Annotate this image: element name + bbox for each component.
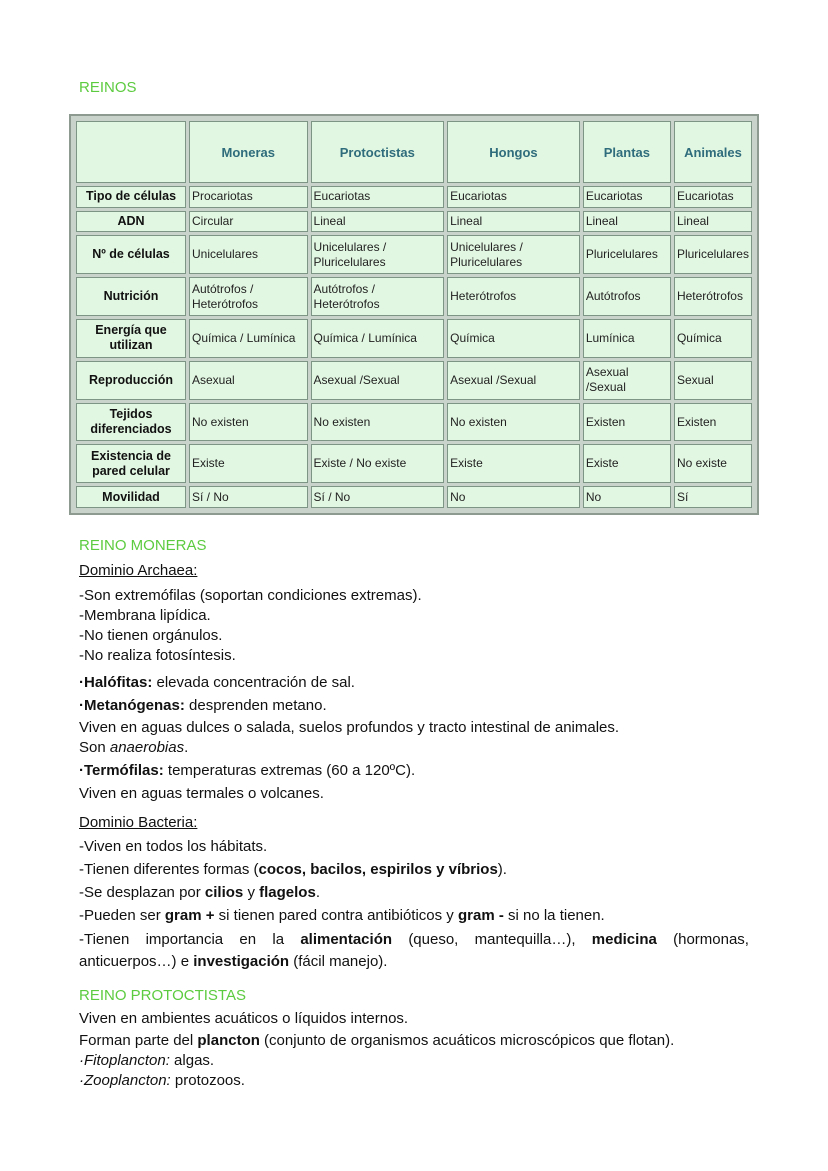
table-row [76, 277, 752, 316]
period: . [184, 739, 189, 756]
table-cell: Asexual [189, 361, 308, 400]
metanogenas-term: ·Metanógenas: [79, 697, 185, 714]
table-cell: Eucariotas [311, 186, 445, 208]
table-cell: Heterótrofos [447, 277, 580, 316]
table-row [76, 211, 752, 233]
table-cell: Existen [583, 403, 671, 442]
table-cell: Circular [189, 211, 308, 233]
table-cell: Procariotas [189, 186, 308, 208]
bacteria-line [79, 860, 749, 880]
row-header: Tejidos diferenciados [76, 403, 186, 442]
archaea-line: -No tienen orgánulos. [79, 627, 223, 644]
column-header: Plantas [583, 121, 671, 183]
archaea-habitat: Viven en aguas dulces o salada, suelos profundos y tracto intestinal de animales. [79, 719, 620, 736]
table-cell: Química / Lumínica [311, 319, 445, 358]
text-run: protozoos. [170, 1072, 245, 1089]
table-cell: No existen [189, 403, 308, 442]
protoctistas-line [79, 1031, 749, 1051]
zooplancton-line [79, 1071, 749, 1091]
archaea-line: -Son extremófilas (soportan condiciones extremas). [79, 587, 422, 604]
kingdoms-table [69, 114, 759, 515]
text-run: algas. [169, 1052, 215, 1069]
table-cell: Sexual [674, 361, 752, 400]
text-run: (fácil manejo). [289, 953, 388, 970]
text-run: si no la tienen. [503, 907, 605, 924]
bacteria-line [79, 883, 749, 903]
table-cell: Química [674, 319, 752, 358]
table-cell: Unicelulares / Pluricelulares [447, 235, 580, 274]
column-header: Protoctistas [311, 121, 445, 183]
table-cell: Lineal [583, 211, 671, 233]
anaerobias-term: anaerobias [109, 739, 185, 756]
table-cell: Lumínica [583, 319, 671, 358]
row-header: Tipo de células [76, 186, 186, 208]
table-cell: No [447, 486, 580, 508]
table-cell: Existe [189, 444, 308, 483]
text-run: -Tienen diferentes formas ( [79, 861, 259, 878]
bold-run: cilios [204, 884, 244, 901]
table-cell: Existe [583, 444, 671, 483]
termofilas-line [79, 761, 749, 781]
bacteria-line [79, 906, 749, 926]
table-row [76, 186, 752, 208]
row-header: ADN [76, 211, 186, 233]
table-cell: Asexual /Sexual [447, 361, 580, 400]
halofitas-term: ·Halófitas: [79, 674, 153, 691]
row-header: Reproducción [76, 361, 186, 400]
table-cell: Existe / No existe [311, 444, 445, 483]
row-header: Movilidad [76, 486, 186, 508]
table-cell: Química / Lumínica [189, 319, 308, 358]
table-cell: No existe [674, 444, 752, 483]
son-text: Son [79, 739, 110, 756]
table-cell: Lineal [674, 211, 752, 233]
bold-run: cocos, bacilos, espirilos y víbrios [258, 861, 498, 878]
bold-run: gram + [164, 907, 215, 924]
italic-run: ·Zooplancton: [79, 1072, 171, 1089]
table-cell: Autótrofos / Heterótrofos [311, 277, 445, 316]
table-cell: Química [447, 319, 580, 358]
bold-run: investigación [193, 953, 290, 970]
column-header: Hongos [447, 121, 580, 183]
text-run: Forman parte del [79, 1032, 198, 1049]
heading-reinos: REINOS [79, 79, 137, 96]
termofilas-term: ·Termófilas: [79, 762, 164, 779]
bacteria-title: Dominio Bacteria: [79, 814, 198, 831]
table-row [76, 235, 752, 274]
table-cell: Autótrofos / Heterótrofos [189, 277, 308, 316]
protoctistas-section [79, 1009, 749, 1091]
italic-run: ·Fitoplancton: [79, 1052, 170, 1069]
row-header: Nutrición [76, 277, 186, 316]
bold-run: flagelos [259, 884, 316, 901]
table-cell: Sí [674, 486, 752, 508]
table-cell: Pluricelulares [583, 235, 671, 274]
text-run: y [243, 884, 260, 901]
table-cell: Lineal [447, 211, 580, 233]
halofitas-line [79, 673, 749, 693]
table-row [76, 403, 752, 442]
bacteria-line: -Viven en todos los hábitats. [79, 838, 268, 855]
column-header: Animales [674, 121, 752, 183]
text-run: -Pueden ser [79, 907, 165, 924]
table-corner-cell [76, 121, 186, 183]
table-cell: Eucariotas [447, 186, 580, 208]
bold-run: medicina [591, 931, 657, 948]
table-cell: Eucariotas [674, 186, 752, 208]
bold-run: alimentación [300, 931, 393, 948]
table-cell: Autótrofos [583, 277, 671, 316]
table-cell: No [583, 486, 671, 508]
table-row [76, 319, 752, 358]
table-cell: Eucariotas [583, 186, 671, 208]
table-cell: Unicelulares [189, 235, 308, 274]
row-header: Nº de células [76, 235, 186, 274]
termofilas-habitat: Viven en aguas termales o volcanes. [79, 785, 324, 802]
archaea-line: -Membrana lipídica. [79, 607, 211, 624]
table-cell: Heterótrofos [674, 277, 752, 316]
anaerobias-line [79, 738, 749, 758]
table-header-row [76, 121, 752, 183]
bacteria-section [79, 813, 749, 973]
table-cell: Pluricelulares [674, 235, 752, 274]
bold-run: plancton [197, 1032, 260, 1049]
table-cell: Existen [674, 403, 752, 442]
archaea-section [79, 561, 749, 804]
text-run: (hormonas, anticuerpos…) e [79, 931, 749, 970]
table-cell: Sí / No [189, 486, 308, 508]
table-row [76, 444, 752, 483]
protoctistas-line: Viven en ambientes acuáticos o líquidos internos. [79, 1010, 409, 1027]
bold-run: gram - [457, 907, 504, 924]
table-cell: No existen [311, 403, 445, 442]
archaea-title: Dominio Archaea: [79, 562, 198, 579]
text-run: (queso, mantequilla…), [392, 931, 592, 948]
table-cell: Asexual /Sexual [311, 361, 445, 400]
row-header: Energía que utilizan [76, 319, 186, 358]
text-run: -Se desplazan por [79, 884, 205, 901]
table-cell: Existe [447, 444, 580, 483]
text-run: ). [497, 861, 507, 878]
table-cell: Lineal [311, 211, 445, 233]
text-run: -Tienen importancia en la [79, 931, 301, 948]
text-run: (conjunto de organismos acuáticos microscópicos que flotan). [259, 1032, 675, 1049]
table-cell: Asexual /Sexual [583, 361, 671, 400]
table-cell: No existen [447, 403, 580, 442]
row-header: Existencia de pared celular [76, 444, 186, 483]
metanogenas-line [79, 696, 749, 716]
heading-reino-moneras: REINO MONERAS [79, 537, 207, 554]
table-cell: Unicelulares / Pluricelulares [311, 235, 445, 274]
column-header: Moneras [189, 121, 308, 183]
archaea-line: -No realiza fotosíntesis. [79, 647, 236, 664]
table-cell: Sí / No [311, 486, 445, 508]
halofitas-desc: elevada concentración de sal. [152, 674, 355, 691]
bacteria-line [79, 929, 749, 973]
heading-reino-protoctistas: REINO PROTOCTISTAS [79, 987, 246, 1004]
text-run: si tienen pared contra antibióticos y [214, 907, 458, 924]
fitoplancton-line [79, 1051, 749, 1071]
termofilas-desc: temperaturas extremas (60 a 120ºC). [163, 762, 416, 779]
table-row [76, 486, 752, 508]
table-row [76, 361, 752, 400]
metanogenas-desc: desprenden metano. [184, 697, 327, 714]
text-run: . [315, 884, 320, 901]
